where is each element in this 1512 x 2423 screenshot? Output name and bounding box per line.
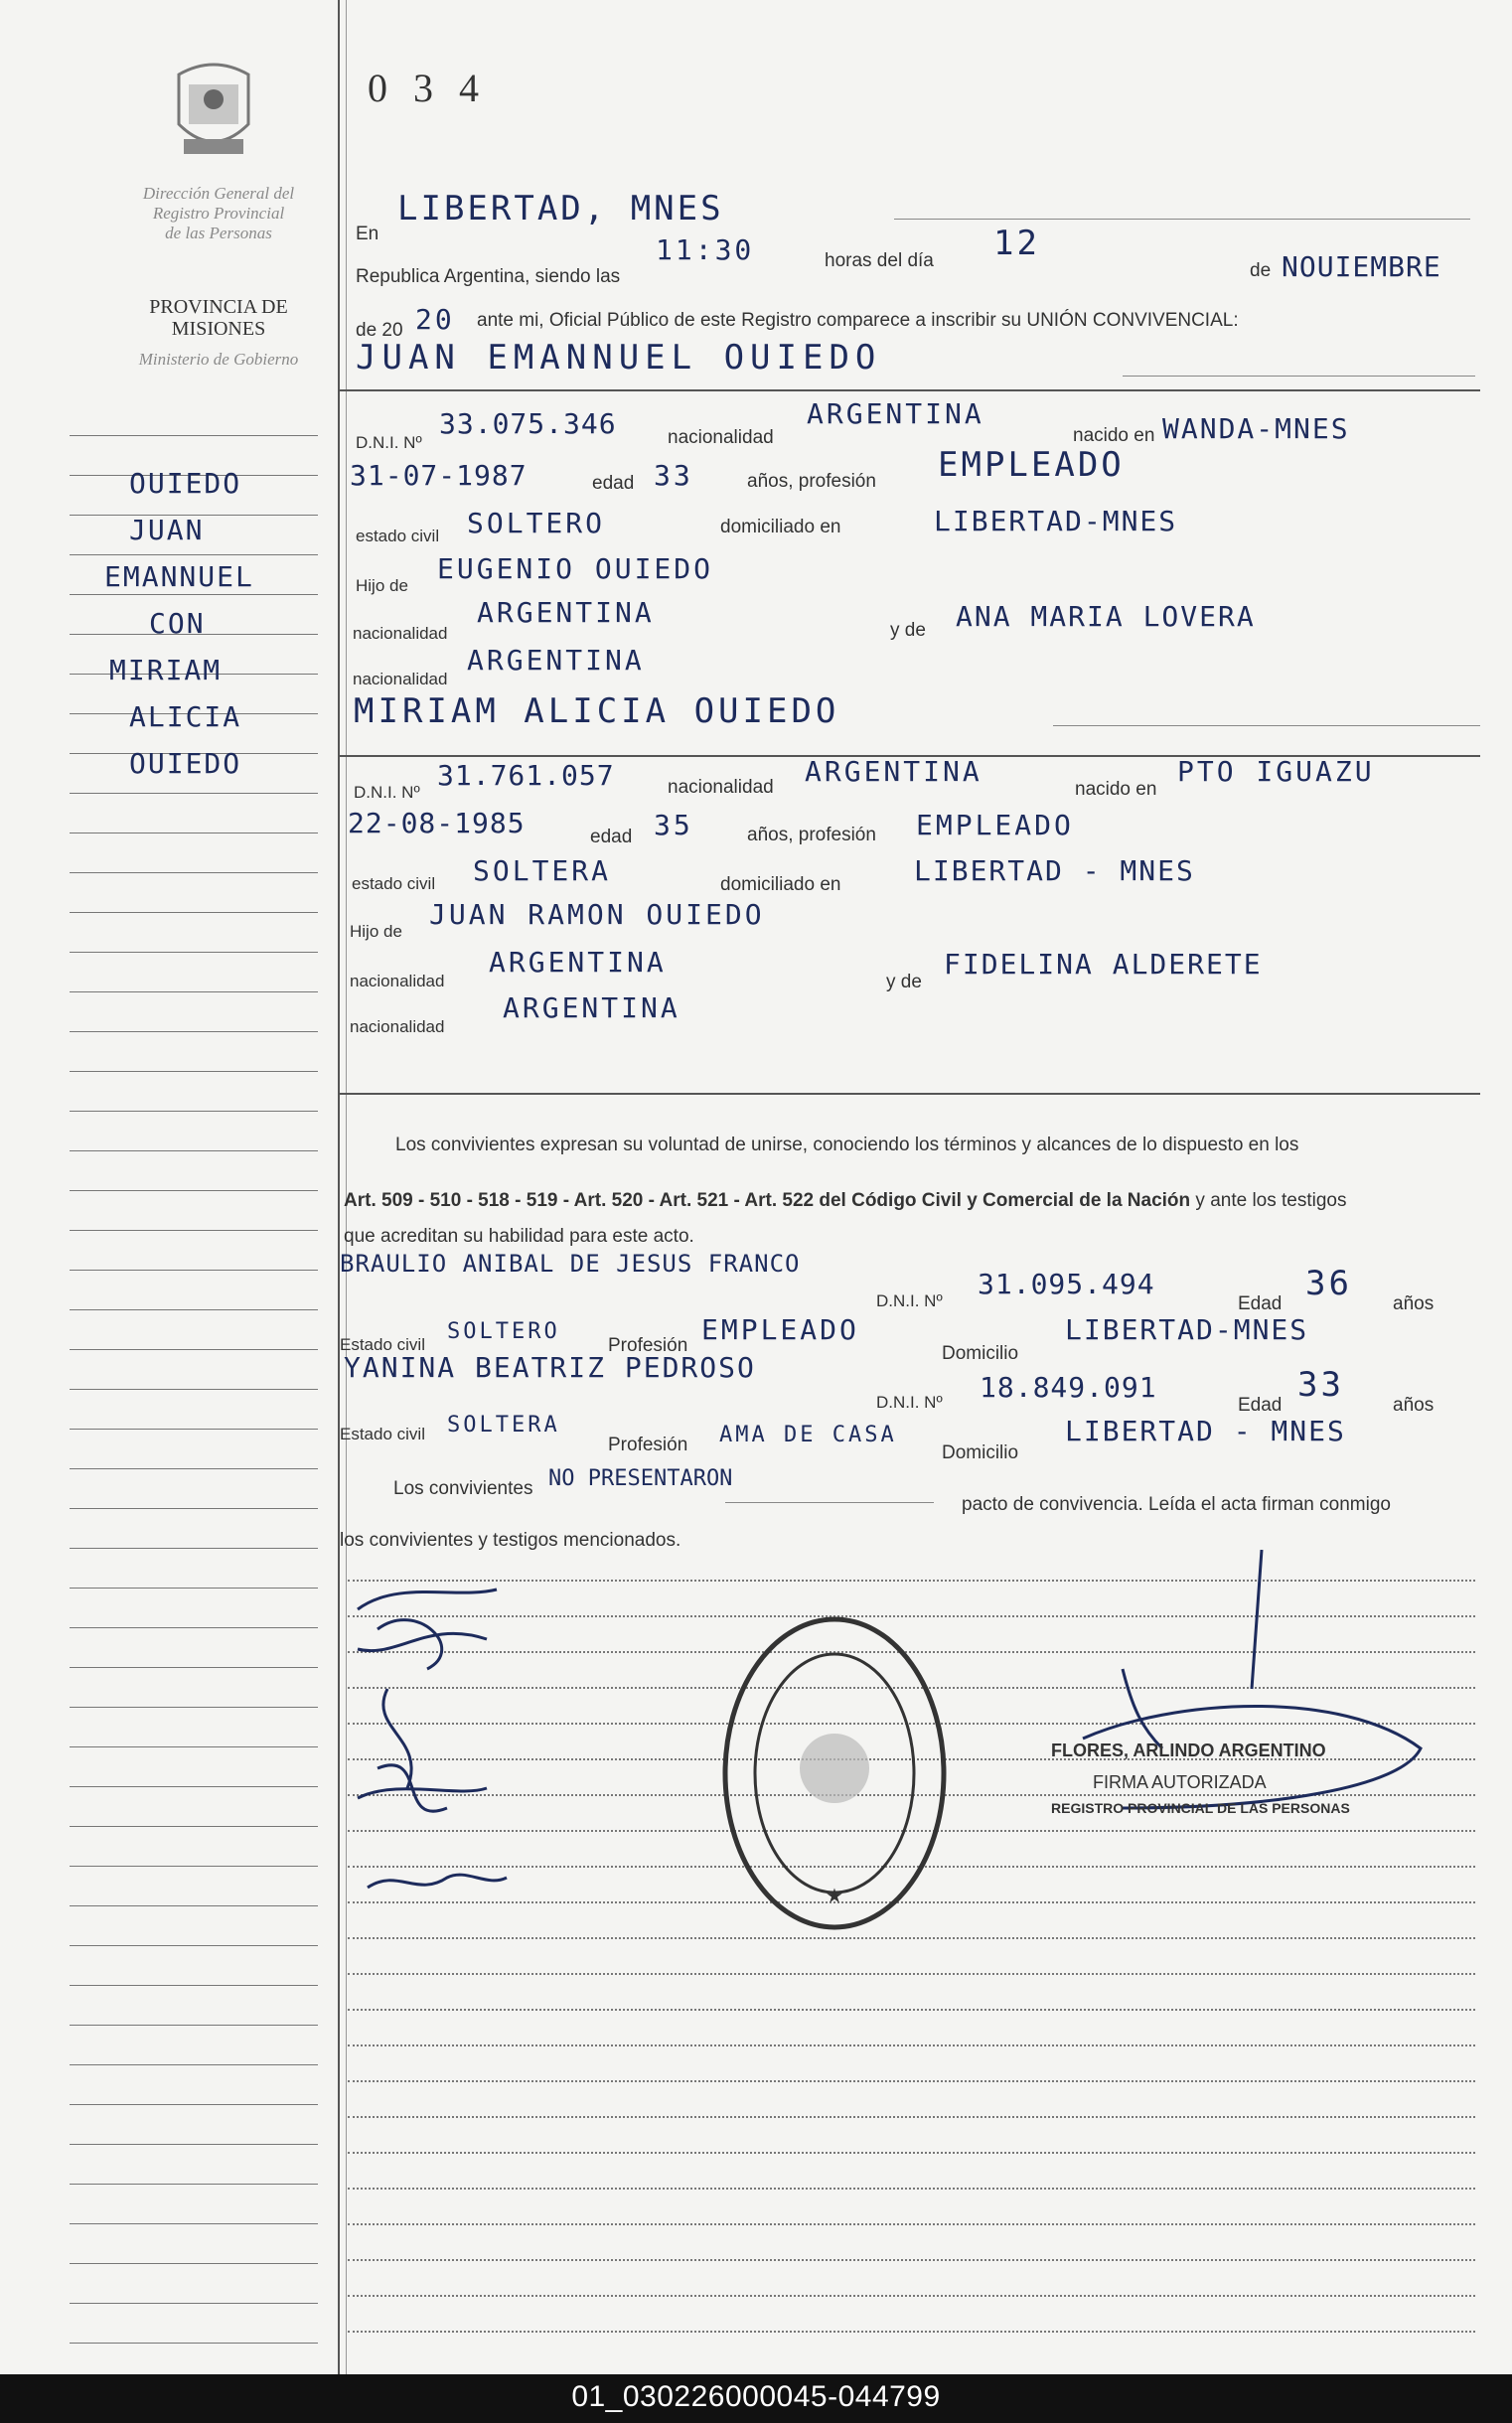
day: 12 [993,224,1040,263]
acta-number: 0 3 4 [368,66,487,110]
w1-civil: SOLTERO [447,1319,560,1344]
margin-rule [70,1429,318,1430]
margin-rule [70,912,318,913]
p1-age: 33 [654,459,693,492]
p2-mother-nationality: ARGENTINA [503,991,680,1024]
time: 11:30 [656,233,755,266]
official-name: FLORES, ARLINDO ARGENTINO [1051,1741,1326,1760]
p2-dni-label: D.N.I. Nº [354,783,420,802]
margin-note-line: OUIEDO [129,467,242,500]
person1-name: JUAN EMANNUEL OUIEDO [356,338,882,378]
margin-rule [70,1071,318,1072]
dotted-line [348,2009,1475,2011]
p1-nationality: ARGENTINA [807,397,984,430]
p2-nationality: ARGENTINA [805,755,983,788]
w1-civil-label: Estado civil [340,1335,425,1354]
horas-label: horas del día [825,250,934,271]
p2-father-nationality: ARGENTINA [489,946,667,979]
p1-dni-label: D.N.I. Nº [356,433,422,452]
person1-name-rule [1123,376,1475,377]
p1-edad-label: edad [592,473,635,494]
registro-provincial: REGISTRO PROVINCIAL DE LAS PERSONAS [1051,1800,1350,1816]
w2-dni-label: D.N.I. Nº [876,1393,943,1412]
separator-top [338,389,1480,391]
dotted-line [348,2331,1475,2333]
rep-label: Republica Argentina, siendo las [356,266,621,287]
margin-note-line: MIRIAM [109,654,223,686]
decl-line1: Los convivientes expresan su voluntad de unirse, conociendo los términos y alcances de lo dispuesto en los [395,1135,1299,1155]
p1-hijo-label: Hijo de [356,576,408,595]
p2-dni: 31.761.057 [437,759,615,792]
p1-father-nac-label: nacionalidad [353,624,448,643]
w2-age: 33 [1297,1365,1344,1405]
w2-civil: SOLTERA [447,1413,560,1438]
margin-rule [70,1985,318,1986]
margin-rule [70,1905,318,1906]
margin-divider-inner [346,0,347,2374]
margin-rule [70,2263,318,2264]
p2-mother-nac-label: nacionalidad [350,1017,445,1036]
signatures-scribble [338,1570,536,1927]
p2-yde-label: y de [886,972,922,992]
margin-rule [70,1548,318,1549]
margin-rule [70,435,318,436]
w1-dom-label: Domicilio [942,1343,1019,1364]
p1-mother: ANA MARIA LOVERA [956,600,1256,633]
place-rule [894,219,1470,220]
sidebar-dept [99,184,338,243]
margin-rule [70,872,318,873]
p2-civil-label: estado civil [352,874,436,893]
w2-domicile: LIBERTAD - MNES [1065,1415,1346,1447]
w1-dni: 31.095.494 [978,1268,1155,1300]
p1-yde-label: y de [890,620,926,641]
margin-note-line: CON [149,607,206,640]
decl-articles: Art. 509 - 510 - 518 - 519 - Art. 520 - Art. 521 - Art. 522 del [344,1190,852,1211]
w1-prof-label: Profesión [608,1335,688,1356]
margin-rule [70,1746,318,1747]
w1-name: BRAULIO ANIBAL DE JESUS FRANCO [340,1250,801,1278]
margin-rule [70,594,318,595]
w2-name: YANINA BEATRIZ PEDROSO [344,1351,756,1384]
margin-note-line: OUIEDO [129,747,242,780]
dept-line1: Dirección General del [142,184,295,203]
margin-rule [70,1349,318,1350]
margin-divider [338,0,340,2374]
svg-text:★: ★ [826,1886,843,1907]
year-suffix: 20 [415,303,455,336]
firma-autorizada: FIRMA AUTORIZADA [1093,1772,1267,1792]
p1-nacido-label: nacido en [1073,425,1155,446]
margin-rule [70,1945,318,1946]
p2-mother: FIDELINA ALDERETE [944,948,1263,981]
p2-age: 35 [654,809,693,841]
dotted-line [348,2116,1475,2118]
w1-domicile: LIBERTAD-MNES [1065,1313,1309,1346]
coat-of-arms-logo [169,55,258,164]
margin-rule [70,2223,318,2224]
margin-rule [70,1111,318,1112]
p1-father: EUGENIO OUIEDO [437,552,714,585]
margin-rule [70,1309,318,1310]
margin-rule [70,2064,318,2065]
w2-anios-label: años [1393,1395,1435,1416]
p2-dom-label: domiciliado en [720,874,841,895]
dept-line3: de las Personas [165,224,272,242]
de-label: de [1250,260,1272,281]
decl-line2 [344,1190,1347,1212]
margin-rule [70,952,318,953]
pact-label-a: Los convivientes [393,1478,533,1499]
month: NOUIEMBRE [1282,250,1441,283]
p2-anios-label: años, profesión [747,825,876,845]
margin-rule [70,2144,318,2145]
p1-nac-label: nacionalidad [668,427,774,448]
margin-rule [70,793,318,794]
w2-profession: AMA DE CASA [719,1423,897,1447]
margin-rule [70,1389,318,1390]
dotted-line [348,2152,1475,2154]
p2-father-nac-label: nacionalidad [350,972,445,990]
pact-rule [725,1502,934,1503]
margin-rule [70,1150,318,1151]
p1-dni: 33.075.346 [439,407,617,440]
person2-name: MIRIAM ALICIA OUIEDO [354,691,840,731]
p2-birthplace: PTO IGUAZU [1177,755,1375,788]
p2-edad-label: edad [590,827,633,847]
dotted-line [348,1937,1475,1939]
ante-label: ante mi, Oficial Público de este Registro comparece a inscribir su UNIÓN CONVIVENCIAL: [477,310,1239,331]
p1-birthdate: 31-07-1987 [350,459,528,492]
dotted-line [348,2044,1475,2046]
margin-rule [70,1707,318,1708]
w2-dni: 18.849.091 [980,1371,1157,1404]
margin-rule [70,2025,318,2026]
official-seal [715,1609,954,1937]
pact-line2: los convivientes y testigos mencionados. [340,1530,681,1551]
en-label: En [356,224,379,244]
margin-rule [70,2303,318,2304]
margin-rule [70,1627,318,1628]
prov-line1: PROVINCIA DE [149,296,288,318]
dotted-line [348,2223,1475,2225]
decl-code: Código Civil y Comercial de la Nación [851,1190,1191,1211]
p2-domicile: LIBERTAD - MNES [914,854,1195,887]
p2-hijo-label: Hijo de [350,922,402,941]
margin-note-line: JUAN [129,514,205,546]
margin-note-line: EMANNUEL [104,560,254,593]
margin-rule [70,1667,318,1668]
margin-rule [70,1588,318,1589]
margin-rule [70,1786,318,1787]
p2-civil: SOLTERA [473,854,612,887]
w2-prof-label: Profesión [608,1435,688,1455]
dotted-line [348,2188,1475,2190]
p2-nacido-label: nacido en [1075,779,1157,800]
p1-domicile: LIBERTAD-MNES [934,505,1178,537]
p1-profession: EMPLEADO [938,445,1125,485]
margin-rule [70,554,318,555]
p1-mother-nac-label: nacionalidad [353,670,448,688]
p2-father: JUAN RAMON OUIEDO [429,898,765,931]
dotted-line [348,2080,1475,2082]
sidebar-ministry: Ministerio de Gobierno [138,350,299,369]
dotted-line [348,1973,1475,1975]
p1-birthplace: WANDA-MNES [1162,412,1350,445]
pact-label-b: pacto de convivencia. Leída el acta firman conmigo [962,1494,1391,1515]
w1-age: 36 [1305,1264,1352,1303]
separator-bottom [338,1093,1480,1095]
sidebar-province [99,296,338,340]
p1-anios-label: años, profesión [747,471,876,492]
margin-rule [70,1508,318,1509]
w1-anios-label: años [1393,1293,1435,1314]
w2-civil-label: Estado civil [340,1425,425,1443]
de20-label: de 20 [356,320,403,341]
dept-line2: Registro Provincial [152,204,285,223]
prov-line2: MISIONES [171,318,266,340]
pact-value: NO PRESENTARON [548,1466,733,1491]
p1-civil: SOLTERO [467,507,606,539]
margin-rule [70,1270,318,1271]
margin-rule [70,1826,318,1827]
decl-line3: que acreditan su habilidad para este acto. [344,1226,694,1247]
margin-rule [70,1468,318,1469]
margin-rule [70,2343,318,2344]
margin-rule [70,1190,318,1191]
margin-rule [70,1866,318,1867]
p1-mother-nationality: ARGENTINA [467,644,645,677]
w2-dom-label: Domicilio [942,1442,1019,1463]
w1-profession: EMPLEADO [701,1313,859,1346]
w1-edad-label: Edad [1238,1293,1283,1314]
margin-note-line: ALICIA [129,700,242,733]
margin-rule [70,1230,318,1231]
p1-dom-label: domiciliado en [720,517,841,537]
footer-id: 01_030226000045-044799 [571,2380,941,2413]
decl-testigos: y ante los testigos [1190,1190,1347,1211]
margin-rule [70,2104,318,2105]
margin-rule [70,1031,318,1032]
person2-name-rule [1053,725,1480,726]
w1-dni-label: D.N.I. Nº [876,1291,943,1310]
p2-birthdate: 22-08-1985 [348,807,526,839]
margin-rule [70,2184,318,2185]
p1-father-nationality: ARGENTINA [477,596,655,629]
p2-nac-label: nacionalidad [668,777,774,798]
w2-edad-label: Edad [1238,1395,1283,1416]
official-signature [1023,1550,1440,1888]
dotted-line [348,2259,1475,2261]
p2-profession: EMPLEADO [916,809,1074,841]
margin-rule [70,991,318,992]
p1-civil-label: estado civil [356,527,440,545]
dotted-line [348,2295,1475,2297]
place: LIBERTAD, MNES [397,189,724,228]
